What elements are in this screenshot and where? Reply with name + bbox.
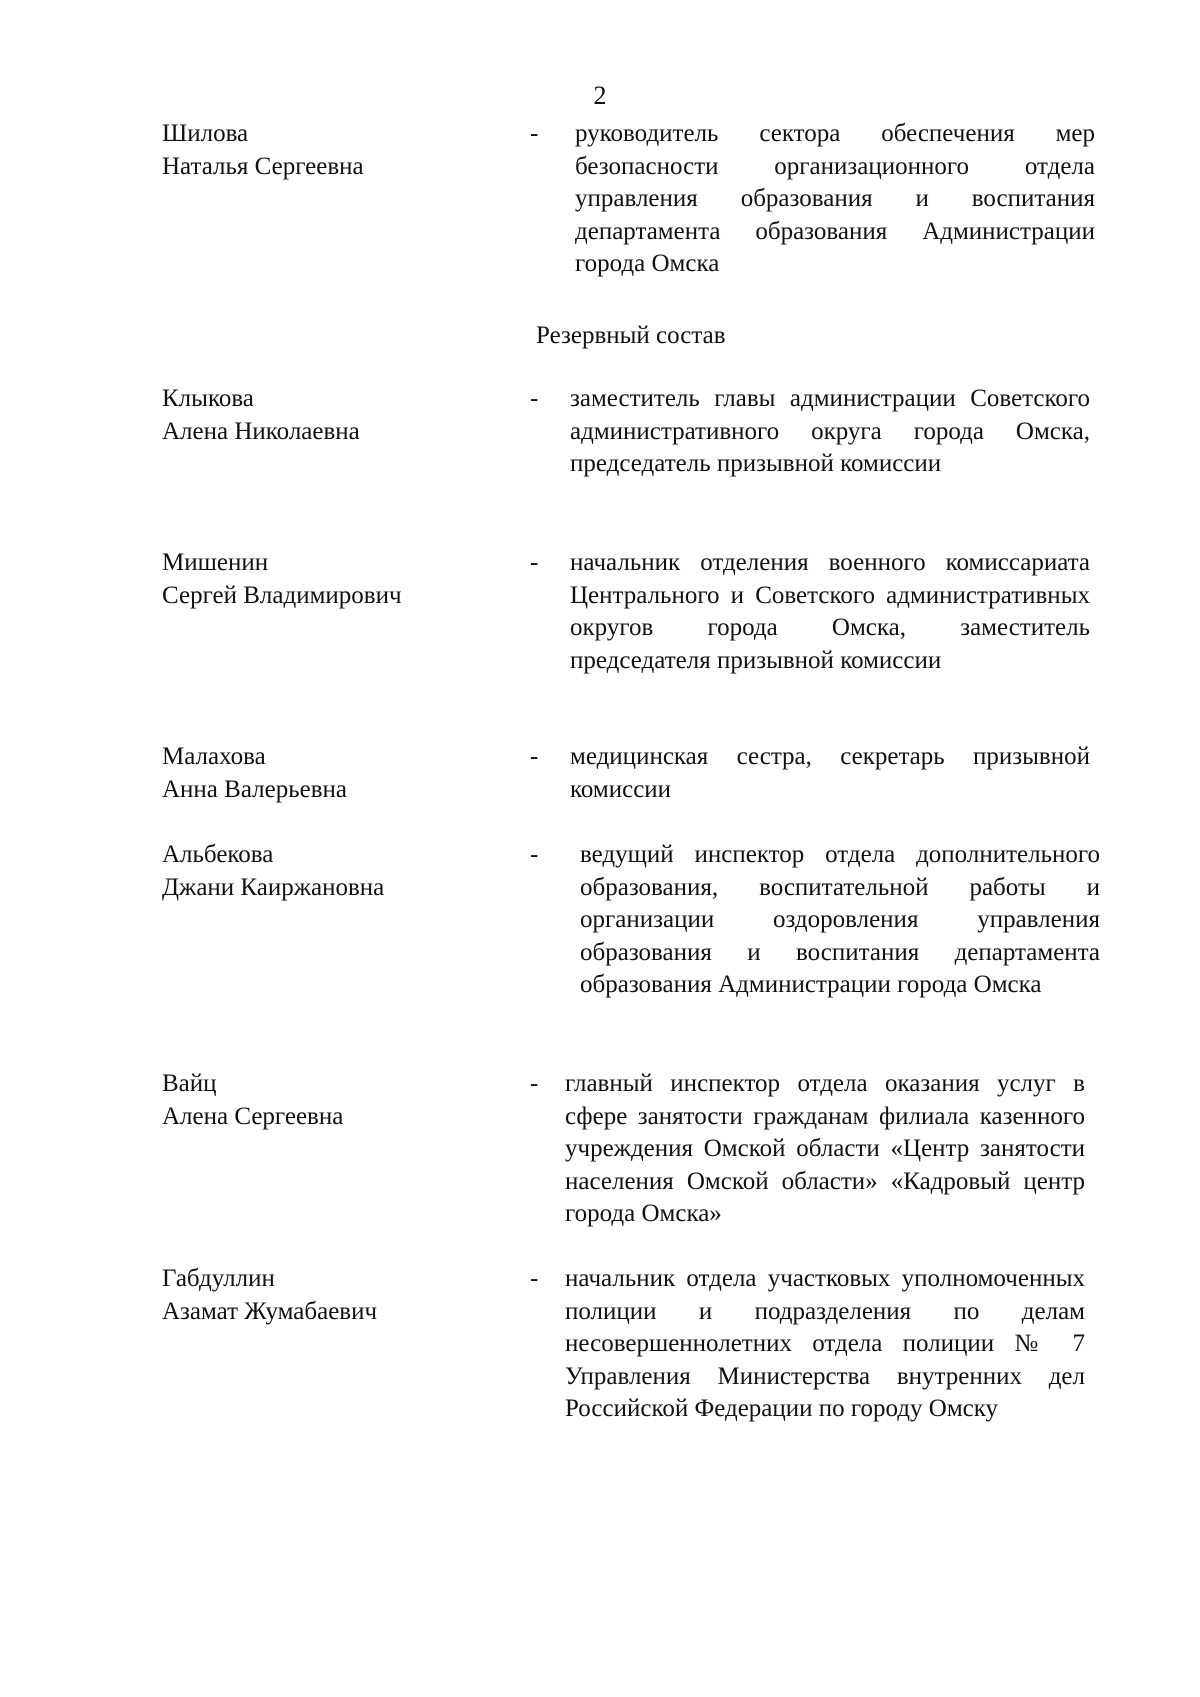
- member-surname: Мишенин: [162, 549, 269, 576]
- member-surname: Альбекова: [162, 841, 274, 868]
- dash-separator: -: [530, 841, 539, 868]
- member-role: начальник отдела участковых уполномоченных полиции и подразделения по делам несовершеннолетних отдела полиции № 7 Управления Министерства внутренних дел Российской Федерации по городу Омску: [565, 1265, 1085, 1422]
- member-name: [162, 547, 512, 612]
- page-number: 2: [593, 81, 607, 110]
- member-given-names: Азамат Жумабаевич: [162, 1297, 378, 1325]
- member-surname: Шилова: [162, 120, 249, 147]
- dash-separator: -: [530, 1265, 539, 1292]
- member-given-names: Алена Николаевна: [162, 417, 360, 445]
- member-role: руководитель сектора обеспечения мер безопасности организационного отдела управления образования и воспитания департамента образования Администрации города Омска: [575, 120, 1095, 277]
- member-surname: Малахова: [162, 743, 266, 770]
- member-surname: Габдуллин: [162, 1265, 275, 1292]
- member-role: главный инспектор отдела оказания услуг в сфере занятости гражданам филиала казенного учреждения Омской области «Центр занятости населения Омской области» «Кадровый центр города Омска»: [565, 1070, 1085, 1227]
- dash-separator: -: [530, 743, 539, 770]
- member-name: [162, 1263, 512, 1328]
- dash-separator: -: [530, 1070, 539, 1097]
- member-name: [162, 741, 512, 806]
- dash-separator: -: [530, 385, 539, 412]
- member-role: ведущий инспектор отдела дополнительного образования, воспитательной работы и организации оздоровления управления образования и воспитания департамента образования Администрации города Омска: [580, 841, 1100, 998]
- member-given-names: Анна Валерьевна: [162, 775, 347, 803]
- member-role: медицинская сестра, секретарь призывной комиссии: [570, 743, 1090, 803]
- member-given-names: Алена Сергеевна: [162, 1102, 344, 1130]
- member-role: начальник отделения военного комиссариата Центрального и Советского административных округов города Омска, заместитель председателя призывной комиссии: [570, 549, 1090, 674]
- dash-separator: -: [530, 549, 539, 576]
- member-name: [162, 839, 512, 904]
- member-given-names: Джани Каиржановна: [162, 873, 385, 901]
- member-surname: Вайц: [162, 1070, 217, 1097]
- member-given-names: Сергей Владимирович: [162, 581, 402, 609]
- section-title-reserve: Резервный состав: [536, 322, 726, 349]
- member-name: [162, 118, 512, 183]
- member-surname: Клыкова: [162, 385, 254, 412]
- member-given-names: Наталья Сергеевна: [162, 152, 364, 180]
- member-name: [162, 383, 512, 448]
- member-name: [162, 1068, 512, 1133]
- member-role: заместитель главы администрации Советского административного округа города Омска, председатель призывной комиссии: [570, 385, 1090, 477]
- dash-separator: -: [530, 120, 539, 147]
